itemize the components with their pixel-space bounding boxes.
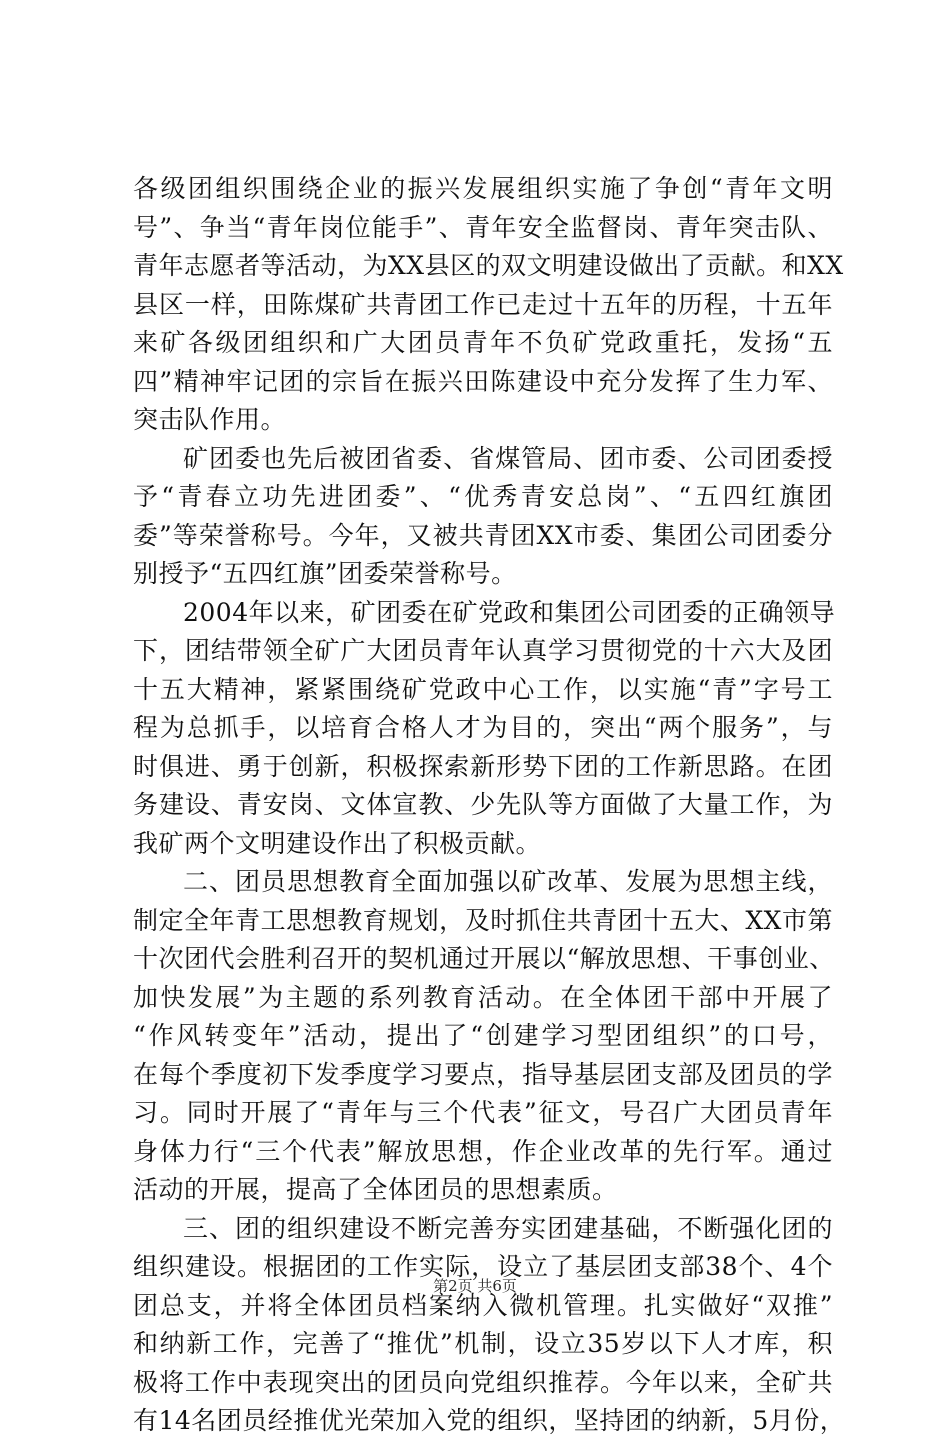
text-line: 来矿各级团组织和广大团员青年不负矿党政重托，发扬“五 (133, 328, 833, 357)
text-line: 务建设、青安岗、文体宣教、少先队等方面做了大量工作，为 (133, 790, 833, 819)
text-line: 极将工作中表现突出的团员向党组织推荐。今年以来，全矿共 (133, 1367, 833, 1397)
text-line: 委”等荣誉称号。今年，又被共青团XX市委、集团公司团委分 (133, 520, 833, 550)
page-number-footer: 第2页 共6页 (433, 1277, 517, 1295)
text-line: 青年志愿者等活动，为XX县区的双文明建设做出了贡献。和XX (133, 251, 844, 280)
text-line: 十次团代会胜利召开的契机通过开展以“解放思想、干事创业、 (133, 944, 835, 973)
text-line: 十五大精神，紧紧围绕矿党政中心工作，以实施“青”字号工 (133, 674, 833, 704)
paragraph-first-line: 二、团员思想教育全面加强以矿改革、发展为思想主线， (183, 867, 833, 896)
text-line: 别授予“五四红旗”团委荣誉称号。 (133, 559, 517, 588)
text-line: 程为总抓手，以培育合格人才为目的，突出“两个服务”，与 (133, 713, 833, 742)
paragraph-first-line: 2004年以来，矿团委在矿党政和集团公司团委的正确领导 (183, 597, 836, 627)
text-line: 有14名团员经推优光荣加入党的组织，坚持团的纳新，5月份， (133, 1406, 846, 1435)
text-line: 活动的开展，提高了全体团员的思想素质。 (133, 1175, 618, 1204)
text-line: 时俱进、勇于创新，积极探索新形势下团的工作新思路。在团 (133, 751, 833, 781)
text-line: 下，团结带领全矿广大团员青年认真学习贯彻党的十六大及团 (133, 636, 833, 665)
text-line: 身体力行“三个代表”解放思想，作企业改革的先行军。通过 (133, 1136, 833, 1166)
text-line: 组织建设。根据团的工作实际，设立了基层团支部38个、4个 (133, 1252, 833, 1281)
text-line: 在每个季度初下发季度学习要点，指导基层团支部及团员的学 (133, 1059, 833, 1089)
paragraph-first-line: 矿团委也先后被团省委、省煤管局、团市委、公司团委授 (183, 443, 833, 473)
text-line: 和纳新工作，完善了“推优”机制，设立35岁以下人才库，积 (133, 1329, 833, 1358)
text-line: 团总支，并将全体团员档案纳入微机管理。扎实做好“双推” (133, 1290, 833, 1320)
document-body (133, 170, 846, 1441)
text-line: 予“青春立功先进团委”、“优秀青安总岗”、“五四红旗团 (133, 482, 833, 511)
text-line: “作风转变年”活动，提出了“创建学习型团组织”的口号， (133, 1021, 833, 1050)
text-line: 各级团组织围绕企业的振兴发展组织实施了争创“青年文明 (133, 174, 833, 203)
text-line: 四”精神牢记团的宗旨在振兴田陈建设中充分发挥了生力军、 (133, 366, 833, 396)
text-line: 我矿两个文明建设作出了积极贡献。 (133, 828, 542, 858)
text-line: 加快发展”为主题的系列教育活动。在全体团干部中开展了 (133, 982, 833, 1012)
text-line: 县区一样，田陈煤矿共青团工作已走过十五年的历程，十五年 (133, 289, 833, 319)
text-line: 制定全年青工思想教育规划，及时抓住共青团十五大、XX市第 (133, 905, 833, 935)
text-line: 突击队作用。 (133, 405, 287, 434)
text-line: 习。同时开展了“青年与三个代表”征文，号召广大团员青年 (133, 1098, 833, 1127)
paragraph-first-line: 三、团的组织建设不断完善夯实团建基础，不断强化团的 (183, 1213, 833, 1243)
text-line: 号”、争当“青年岗位能手”、青年安全监督岗、青年突击队、 (133, 212, 833, 242)
